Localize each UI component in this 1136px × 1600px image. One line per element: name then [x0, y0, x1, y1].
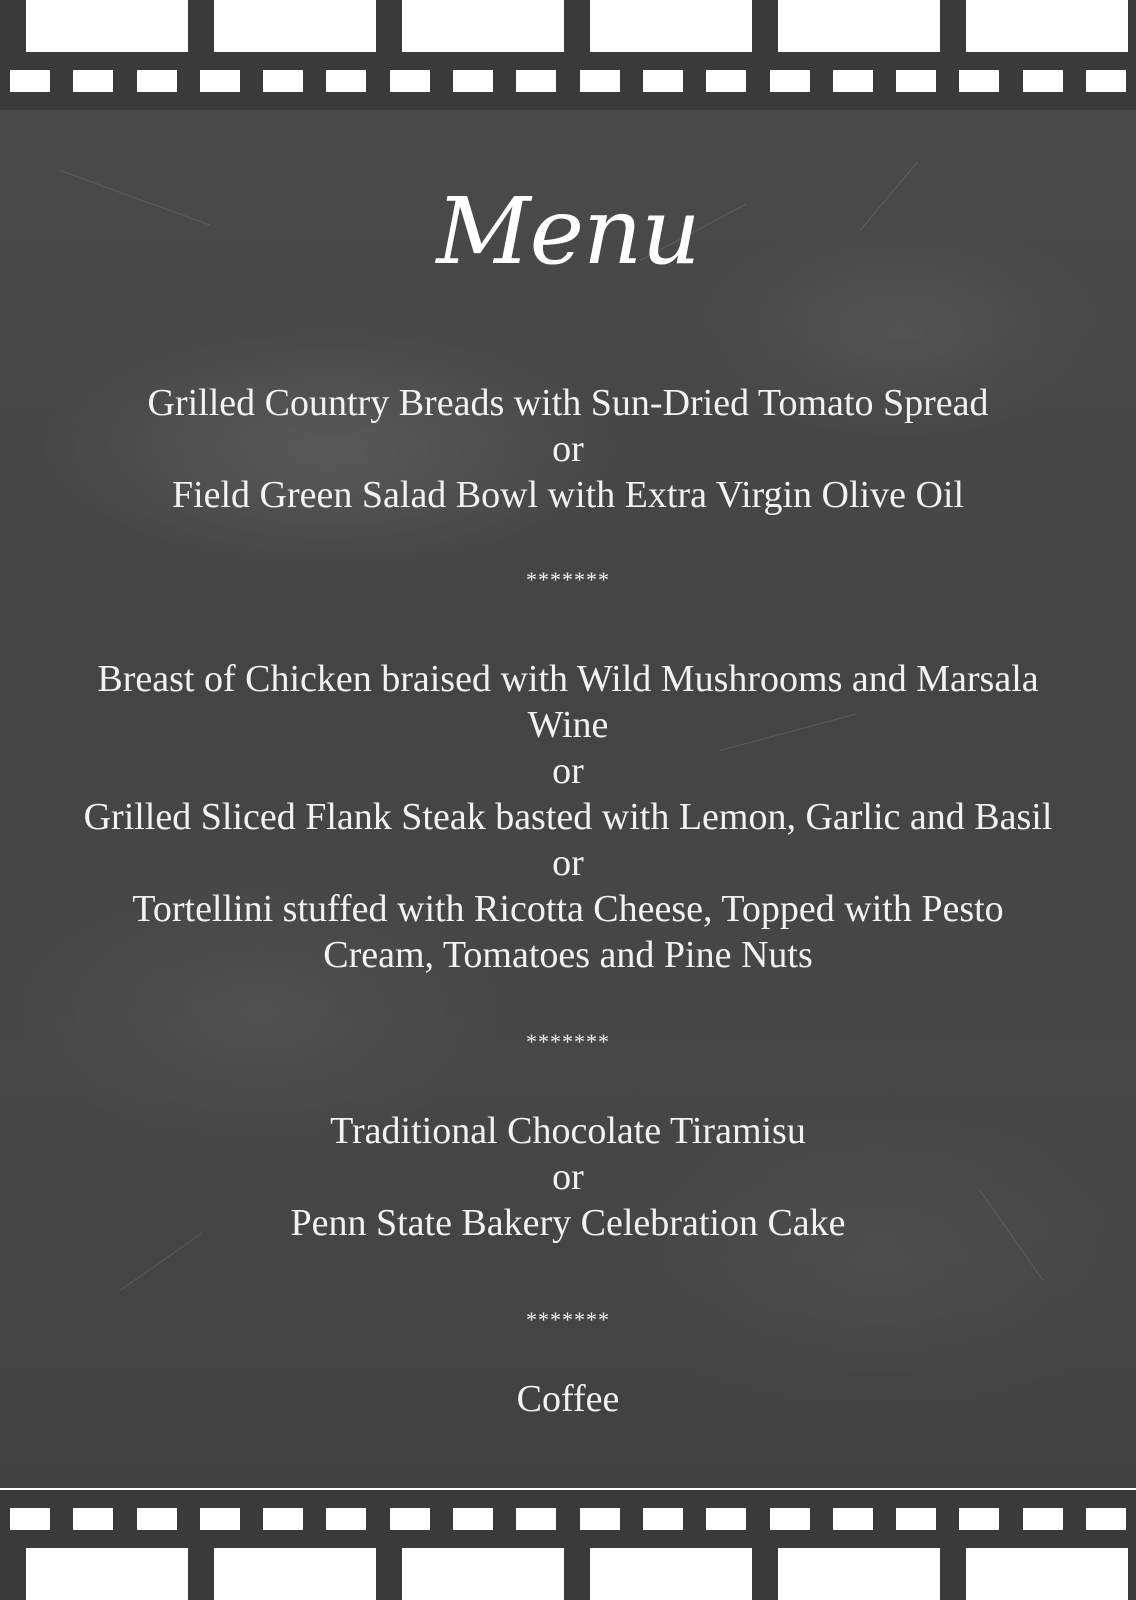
- sprocket-band-bottom: [0, 1490, 1136, 1548]
- menu-or: or: [552, 1156, 584, 1198]
- sprocket-hole: [833, 70, 873, 92]
- menu-item: Breast of Chicken braised with Wild Mushrooms and Marsala: [97, 658, 1039, 700]
- sprocket-hole: [390, 1508, 430, 1530]
- sprocket-holes-top: [10, 70, 1136, 92]
- starters-section: [0, 380, 1136, 518]
- sprocket-hole: [200, 1508, 240, 1530]
- menu-or: or: [552, 428, 584, 470]
- film-frame: [940, 0, 1128, 52]
- sprocket-hole: [643, 70, 683, 92]
- separator: *******: [526, 1029, 610, 1054]
- menu-or: or: [552, 842, 584, 884]
- menu-item: Field Green Salad Bowl with Extra Virgin Olive Oil: [171, 474, 965, 516]
- sprocket-hole: [10, 70, 50, 92]
- sprocket-hole: [453, 70, 493, 92]
- sprocket-hole: [833, 1508, 873, 1530]
- sprocket-hole: [200, 70, 240, 92]
- menu-item: Wine: [527, 704, 609, 746]
- sprocket-band-top: [0, 52, 1136, 110]
- sprocket-hole: [263, 70, 303, 92]
- film-frame: [564, 0, 752, 52]
- separator: *******: [526, 1307, 610, 1332]
- menu-item: Traditional Chocolate Tiramisu: [330, 1110, 806, 1152]
- sprocket-hole: [326, 70, 366, 92]
- sprocket-hole: [1086, 70, 1126, 92]
- desserts-section: [0, 1108, 1136, 1246]
- film-frame: [188, 0, 376, 52]
- sprocket-hole: [137, 70, 177, 92]
- sprocket-hole: [1023, 1508, 1063, 1530]
- sprocket-holes-bottom: [10, 1508, 1136, 1530]
- menu-item: Grilled Country Breads with Sun-Dried Tomato Spread: [147, 382, 989, 424]
- film-frames-bottom: [0, 1548, 1136, 1600]
- sprocket-hole: [10, 1508, 50, 1530]
- sprocket-hole: [263, 1508, 303, 1530]
- sprocket-hole: [73, 1508, 113, 1530]
- film-frame: [564, 1548, 752, 1600]
- film-frames-top: [0, 0, 1136, 52]
- sprocket-hole: [706, 70, 746, 92]
- sprocket-hole: [390, 70, 430, 92]
- sprocket-hole: [326, 1508, 366, 1530]
- mains-section: [0, 656, 1136, 978]
- film-frame: [0, 1548, 188, 1600]
- film-frame: [752, 1548, 940, 1600]
- sprocket-hole: [453, 1508, 493, 1530]
- sprocket-hole: [580, 1508, 620, 1530]
- separator: *******: [526, 567, 610, 592]
- drink-section: [0, 1376, 1136, 1422]
- sprocket-hole: [959, 70, 999, 92]
- sprocket-hole: [896, 1508, 936, 1530]
- sprocket-hole: [770, 1508, 810, 1530]
- menu-item: Grilled Sliced Flank Steak basted with Lemon, Garlic and Basil: [83, 796, 1053, 838]
- sprocket-hole: [516, 70, 556, 92]
- film-strip-top: [0, 0, 1136, 110]
- film-strip-bottom: [0, 1488, 1136, 1600]
- sprocket-hole: [959, 1508, 999, 1530]
- sprocket-hole: [580, 70, 620, 92]
- film-frame: [188, 1548, 376, 1600]
- sprocket-hole: [770, 70, 810, 92]
- menu-item: Cream, Tomatoes and Pine Nuts: [323, 934, 813, 976]
- film-frame: [752, 0, 940, 52]
- sprocket-hole: [706, 1508, 746, 1530]
- sprocket-hole: [896, 70, 936, 92]
- sprocket-hole: [137, 1508, 177, 1530]
- sprocket-hole: [516, 1508, 556, 1530]
- menu-item: Tortellini stuffed with Ricotta Cheese, Topped with Pesto: [132, 888, 1004, 930]
- sprocket-hole: [73, 70, 113, 92]
- film-frame: [376, 1548, 564, 1600]
- sprocket-hole: [1023, 70, 1063, 92]
- sprocket-hole: [1086, 1508, 1126, 1530]
- film-frame: [376, 0, 564, 52]
- menu-title: Menu: [436, 178, 700, 285]
- menu-item: Coffee: [516, 1378, 620, 1420]
- film-frame: [940, 1548, 1128, 1600]
- menu-or: or: [552, 750, 584, 792]
- sprocket-hole: [643, 1508, 683, 1530]
- film-frame: [0, 0, 188, 52]
- chalkboard: [0, 110, 1136, 1488]
- film-frame: [1128, 0, 1136, 52]
- menu-item: Penn State Bakery Celebration Cake: [290, 1202, 846, 1244]
- film-frame: [1128, 1548, 1136, 1600]
